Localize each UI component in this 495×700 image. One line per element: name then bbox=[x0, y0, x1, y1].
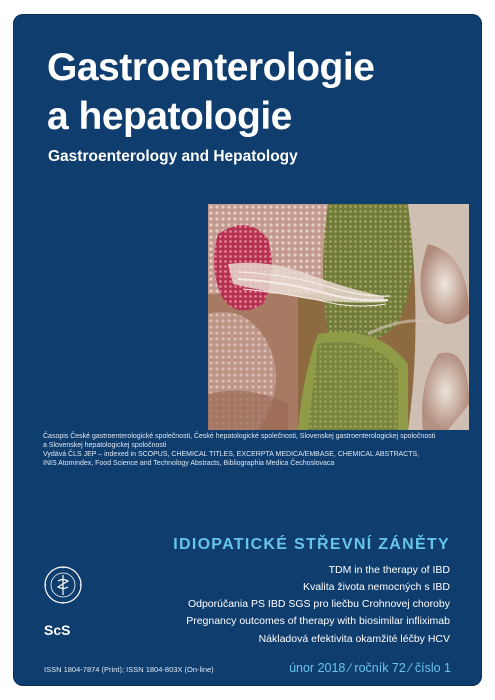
publisher-logo bbox=[44, 621, 80, 639]
cover-microscopy-image bbox=[208, 204, 469, 430]
article-title: Odporúčania PS IBD SGS pro liečbu Crohnovej choroby bbox=[187, 598, 450, 610]
info-line: Časopis České gastroenterologické společnosti, České hepatologické společnosti, Slovenskej gastroenterologickej spoločnosti bbox=[43, 433, 436, 440]
publisher-logo-text: ScS bbox=[44, 622, 71, 638]
issn-line: ISSN 1804-7874 (Print); ISSN 1804-803X (On-line) bbox=[44, 665, 214, 674]
society-logo bbox=[43, 565, 83, 605]
issue-info: únor 2018 ⁄ ročník 72 ⁄ číslo 1 bbox=[289, 661, 451, 675]
info-line: Vydává ČLS JEP – indexed in SCOPUS, CHEMICAL TITLES, EXCERPTA MEDICA/EMBASE, CHEMICAL ABSTRACTS, bbox=[43, 451, 420, 458]
publisher-info-societies bbox=[43, 432, 435, 450]
article-title: TDM in the therapy of IBD bbox=[328, 564, 450, 576]
info-line: INIS Atomindex, Food Science and Technology Abstracts, Bibliographia Medica Čechoslovaca bbox=[43, 460, 335, 467]
journal-subtitle: Gastroenterology and Hepatology bbox=[48, 148, 298, 165]
journal-title-line2: a hepatologie bbox=[47, 95, 292, 138]
publisher-info-indexing bbox=[43, 450, 419, 468]
article-title: Nákladová efektivita okamžité léčby HCV bbox=[258, 633, 450, 645]
article-title: Pregnancy outcomes of therapy with biosimilar infliximab bbox=[186, 615, 450, 627]
article-title: Kvalita života nemocných s IBD bbox=[302, 581, 450, 593]
info-line: a Slovenskej hepatologickej spoločnosti bbox=[43, 442, 167, 449]
journal-title-line1: Gastroenterologie bbox=[47, 46, 375, 89]
issue-topic: IDIOPATICKÉ STŘEVNÍ ZÁNĚTY bbox=[173, 536, 450, 553]
journal-cover bbox=[13, 14, 482, 686]
